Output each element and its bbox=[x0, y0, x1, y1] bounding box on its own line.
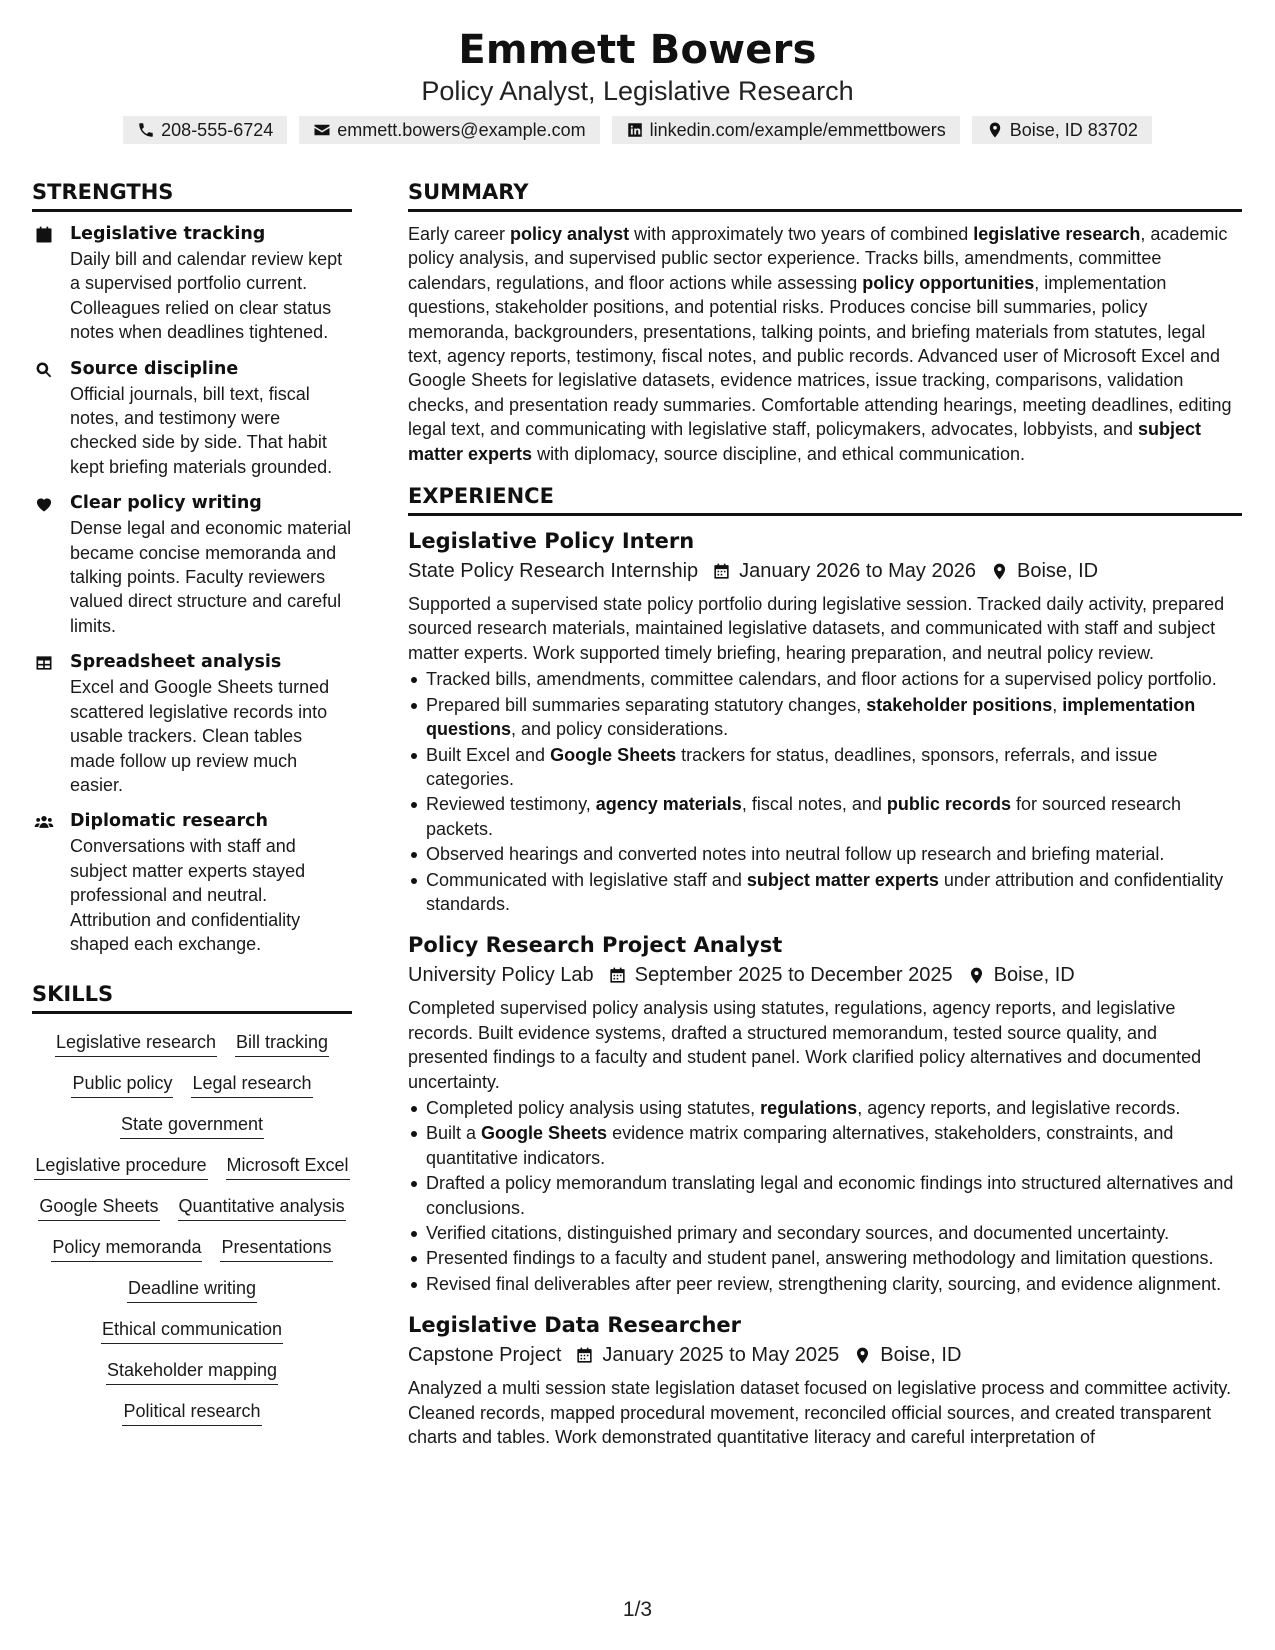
strength-item bbox=[32, 491, 352, 638]
skill-tag: Legislative procedure bbox=[34, 1153, 207, 1180]
bullet-emphasis: Google Sheets bbox=[550, 744, 677, 765]
calendar-icon bbox=[608, 966, 627, 985]
skill-tag: Policy memoranda bbox=[51, 1235, 202, 1262]
bullet-segment: , agency reports, and legislative records. bbox=[857, 1097, 1181, 1118]
summary-segment: with approximately two years of combined bbox=[629, 224, 974, 244]
summary-emphasis: subject matter experts bbox=[408, 419, 1202, 464]
bullet-segment: Built Excel and bbox=[426, 744, 551, 765]
strength-description: Official journals, bill text, fiscal notes, and testimony were checked side by side. That habit kept briefing materials grounded. bbox=[70, 383, 333, 477]
bullet-segment: , fiscal notes, and bbox=[741, 794, 887, 815]
search-icon bbox=[34, 360, 54, 380]
job-title: Legislative Policy Intern bbox=[408, 529, 695, 554]
job-organization: Capstone Project bbox=[408, 1344, 562, 1367]
strength-title: Source discipline bbox=[70, 358, 239, 379]
strength-description: Excel and Google Sheets turned scattered legislative records into usable trackers. Clean tables made follow up review much easier. bbox=[70, 677, 330, 795]
linkedin-icon bbox=[626, 121, 644, 139]
strength-title: Spreadsheet analysis bbox=[70, 652, 282, 673]
bullet-segment: Prepared bill summaries separating statutory changes, bbox=[426, 694, 867, 715]
users-icon bbox=[34, 812, 54, 832]
job-description: Analyzed a multi session state legislation dataset focused on legislative process and committee activity. Cleaned records, mapped procedural movement, reconciled official sources, and created transparent charts and tables. Work demonstrated quantitative literacy and careful interpretation of bbox=[408, 1378, 1232, 1448]
envelope-icon bbox=[313, 121, 331, 139]
summary-emphasis: policy analyst bbox=[510, 224, 630, 244]
skill-tag: Quantitative analysis bbox=[178, 1194, 346, 1221]
bullet-segment: under attribution and confidentiality standards. bbox=[426, 869, 1224, 914]
skills-list bbox=[32, 1026, 352, 1430]
experience-heading: EXPERIENCE bbox=[408, 482, 1242, 516]
contact-email-text: emmett.bowers@example.com bbox=[337, 119, 586, 140]
job-bullet bbox=[408, 1272, 1242, 1296]
skill-tag: Google Sheets bbox=[38, 1194, 159, 1221]
bullet-emphasis: Google Sheets bbox=[481, 1123, 608, 1144]
strength-item bbox=[32, 809, 352, 956]
candidate-name: Emmett Bowers bbox=[458, 27, 817, 73]
contact-location bbox=[972, 116, 1152, 144]
bullet-segment: for sourced research packets. bbox=[426, 794, 1182, 839]
strength-title: Diplomatic research bbox=[70, 811, 269, 832]
skill-tag: Bill tracking bbox=[235, 1030, 329, 1057]
bullet-segment: Presented findings to a faculty and student panel, answering methodology and limitation questions. bbox=[426, 1248, 1214, 1269]
job-title: Policy Research Project Analyst bbox=[408, 933, 783, 958]
job-location: Boise, ID bbox=[993, 964, 1075, 987]
contact-linkedin[interactable] bbox=[612, 116, 960, 144]
skill-tag: Ethical communication bbox=[101, 1317, 283, 1344]
job-bullet bbox=[408, 1171, 1242, 1220]
job-location: Boise, ID bbox=[1016, 560, 1099, 583]
bullet-emphasis: subject matter experts bbox=[746, 869, 939, 890]
job-title: Legislative Data Researcher bbox=[408, 1313, 742, 1338]
bullet-emphasis: agency materials bbox=[595, 794, 742, 815]
bullet-segment: Communicated with legislative staff and bbox=[426, 869, 747, 890]
job-bullet bbox=[408, 1246, 1242, 1270]
job-location: Boise, ID bbox=[880, 1344, 962, 1367]
job-dates: January 2025 to May 2025 bbox=[602, 1344, 840, 1367]
calendar-icon bbox=[34, 225, 54, 245]
left-column bbox=[32, 178, 352, 1430]
contact-email[interactable] bbox=[299, 116, 599, 144]
bullet-emphasis: stakeholder positions bbox=[866, 694, 1053, 715]
job-description: Supported a supervised state policy portfolio during legislative session. Tracked daily activity, prepared sourced research materials, maintained legislative datasets, and communicated with staff and subject matter experts. Work supported timely briefing, hearing preparation, and neutral policy review. bbox=[408, 594, 1225, 663]
bullet-segment: Observed hearings and converted notes into neutral follow up research and briefing material. bbox=[426, 844, 1165, 865]
job-bullet bbox=[408, 693, 1242, 742]
skill-tag: Presentations bbox=[220, 1235, 332, 1262]
map-pin-icon bbox=[986, 121, 1004, 139]
job-bullets bbox=[408, 1096, 1242, 1296]
table-icon bbox=[34, 653, 54, 673]
summary-segment: with diplomacy, source discipline, and ethical communication. bbox=[532, 443, 1025, 464]
calendar-icon bbox=[712, 562, 731, 581]
right-column bbox=[408, 178, 1242, 1463]
job-bullet bbox=[408, 1121, 1242, 1170]
job-entry bbox=[408, 1310, 1242, 1449]
job-bullet bbox=[408, 667, 1242, 691]
bullet-segment: Verified citations, distinguished primary and secondary sources, and documented uncertainty. bbox=[426, 1223, 1170, 1243]
map-pin-icon bbox=[853, 1346, 872, 1365]
skills-heading: SKILLS bbox=[32, 980, 352, 1014]
heart-icon bbox=[34, 494, 54, 514]
skill-tag: Microsoft Excel bbox=[226, 1153, 350, 1180]
job-meta bbox=[408, 556, 1242, 586]
bullet-segment: evidence matrix comparing alternatives, stakeholders, constraints, and quantitative indicators. bbox=[426, 1123, 1174, 1168]
map-pin-icon bbox=[990, 562, 1009, 581]
contact-phone[interactable] bbox=[123, 116, 287, 144]
bullet-emphasis: implementation questions bbox=[426, 694, 1196, 740]
candidate-headline: Policy Analyst, Legislative Research bbox=[421, 76, 854, 106]
job-organization: University Policy Lab bbox=[408, 964, 594, 987]
skill-tag: Legislative research bbox=[55, 1030, 217, 1057]
resume-header bbox=[0, 22, 1275, 144]
contact-phone-text: 208-555-6724 bbox=[161, 119, 274, 140]
job-bullet bbox=[408, 792, 1242, 841]
bullet-emphasis: public records bbox=[886, 794, 1011, 815]
strength-item bbox=[32, 650, 352, 797]
bullet-segment: , bbox=[1052, 694, 1063, 715]
job-bullet bbox=[408, 842, 1242, 866]
skill-tag: Public policy bbox=[71, 1071, 173, 1098]
bullet-segment: Completed policy analysis using statutes, bbox=[426, 1097, 761, 1118]
bullet-segment: Reviewed testimony, bbox=[426, 794, 596, 815]
contact-location-text: Boise, ID 83702 bbox=[1009, 119, 1138, 140]
job-meta bbox=[408, 1340, 1242, 1370]
strength-title: Legislative tracking bbox=[70, 224, 266, 244]
job-meta bbox=[408, 960, 1242, 990]
job-description: Completed supervised policy analysis using statutes, regulations, agency reports, and legislative records. Built evidence systems, drafted a structured memorandum, tested source quality, and presented findings to a faculty and student panel. Work clarified policy alternatives and documented uncertainty. bbox=[408, 998, 1202, 1092]
bullet-segment: trackers for status, deadlines, sponsors, referrals, and issue categories. bbox=[426, 744, 1158, 789]
strength-description: Dense legal and economic material became concise memoranda and talking points. Faculty reviewers valued direct structure and careful limits. bbox=[70, 518, 352, 636]
summary-segment: Early career bbox=[408, 224, 511, 244]
job-bullets bbox=[408, 667, 1242, 916]
skill-tag: Legal research bbox=[191, 1071, 312, 1098]
strength-title: Clear policy writing bbox=[70, 493, 262, 514]
job-entry bbox=[408, 526, 1242, 916]
strengths-heading: STRENGTHS bbox=[32, 178, 352, 212]
experience-list bbox=[408, 526, 1242, 1449]
job-bullet bbox=[408, 1096, 1242, 1120]
phone-icon bbox=[137, 121, 155, 139]
skill-tag: Stakeholder mapping bbox=[106, 1358, 278, 1385]
skill-tag: Political research bbox=[122, 1399, 261, 1426]
job-bullet bbox=[408, 743, 1242, 792]
job-dates: September 2025 to December 2025 bbox=[634, 964, 953, 987]
calendar-icon bbox=[575, 1346, 594, 1365]
summary-segment: , implementation questions, stakeholder positions, and potential risks. Produces concise bill summaries, policy memoranda, backgrounders, presentations, talking points, and briefing materials from statutes, legal text, agency reports, testimony, fiscal notes, and public records. Advanced user of Microsoft Excel and Google Sheets for legislative datasets, evidence matrices, issue tracking, comparisons, validation checks, and presentation ready summaries. Comfortable attending hearings, meeting deadlines, editing legal text, and communicating with legislative staff, policymakers, advocates, lobbyists, and bbox=[408, 272, 1232, 440]
strength-description: Conversations with staff and subject matter experts stayed professional and neutral. Attribution and confidentiality shaped each exchange. bbox=[70, 836, 306, 954]
summary-emphasis: policy opportunities bbox=[862, 272, 1035, 293]
bullet-segment: Built a bbox=[426, 1123, 482, 1144]
job-bullet bbox=[408, 868, 1242, 917]
page-number: 1/3 bbox=[622, 1598, 653, 1621]
bullet-segment: Tracked bills, amendments, committee calendars, and floor actions for a supervised policy portfolio. bbox=[426, 669, 1217, 690]
skill-tag: Deadline writing bbox=[127, 1276, 257, 1303]
strength-item bbox=[32, 222, 352, 345]
bullet-segment: , and policy considerations. bbox=[511, 719, 729, 740]
bullet-segment: Revised final deliverables after peer review, strengthening clarity, sourcing, and evidence alignment. bbox=[426, 1273, 1222, 1294]
summary-heading: SUMMARY bbox=[408, 178, 1242, 212]
summary-text bbox=[408, 222, 1242, 466]
summary-emphasis: legislative research bbox=[973, 224, 1141, 244]
bullet-emphasis: regulations bbox=[760, 1097, 858, 1118]
contact-linkedin-text: linkedin.com/example/emmettbowers bbox=[649, 119, 946, 140]
job-entry bbox=[408, 930, 1242, 1296]
map-pin-icon bbox=[967, 966, 986, 985]
bullet-segment: Drafted a policy memorandum translating legal and economic findings into structured alternatives and conclusions. bbox=[426, 1173, 1234, 1218]
strength-item bbox=[32, 357, 352, 480]
contact-bar bbox=[0, 116, 1275, 144]
strength-description: Daily bill and calendar review kept a supervised portfolio current. Colleagues relied on clear status notes when deadlines tightened. bbox=[70, 249, 343, 343]
job-dates: January 2026 to May 2026 bbox=[739, 560, 976, 583]
job-organization: State Policy Research Internship bbox=[408, 560, 699, 583]
job-bullet bbox=[408, 1221, 1242, 1245]
summary-segment: , academic policy analysis, and supervised public sector experience. Tracks bills, amendments, committee calendars, regulations, and floor actions while assessing bbox=[408, 224, 1228, 293]
skill-tag: State government bbox=[120, 1112, 264, 1139]
